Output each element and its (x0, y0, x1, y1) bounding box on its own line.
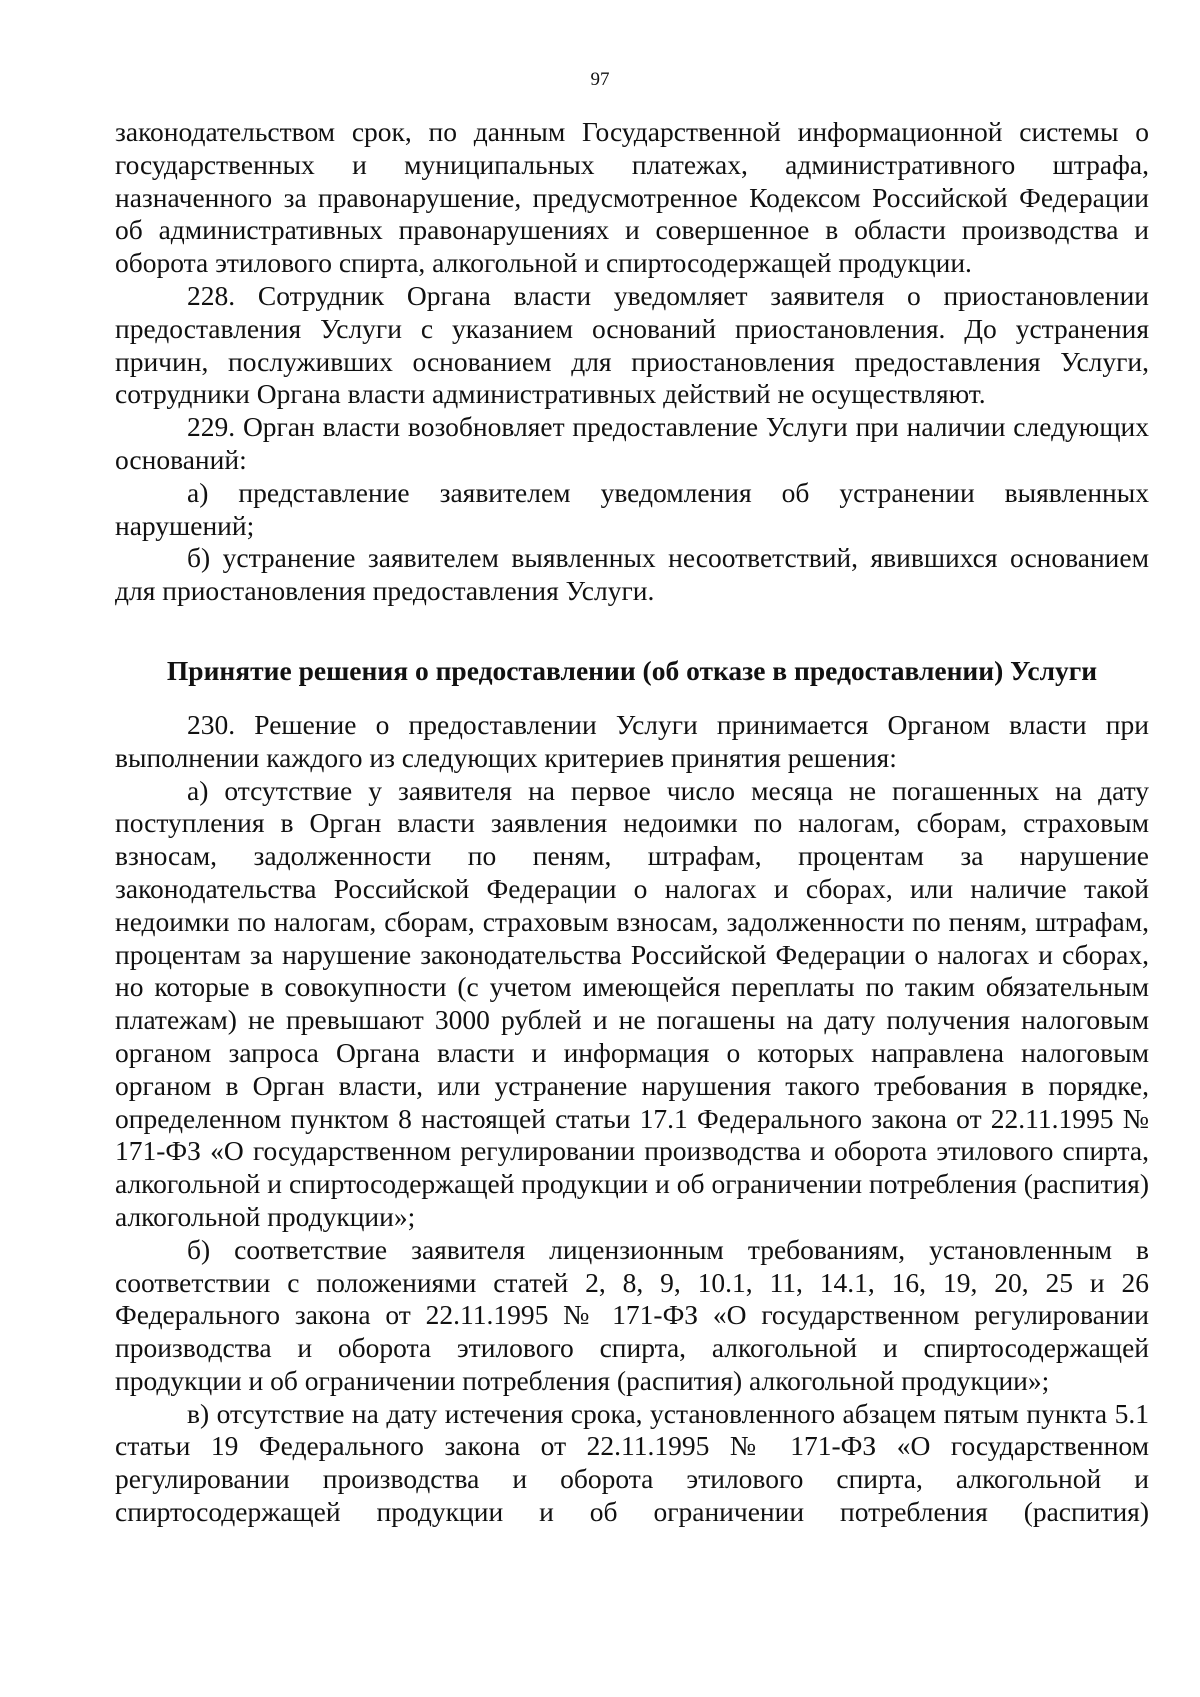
paragraph-230-a: а) отсутствие у заявителя на первое число месяца не погашенных на дату поступления в Орган власти заявления недоимки по налогам, сборам, страховым взносам, задолженности по пеням, штрафам, процентам за нарушение законодательства Российской Федерации о налогах и сборах, или наличие такой недоимки по налогам, сборам, страховым взносам, задолженности по пеням, штрафам, процентам за нарушение законодательства Российской Федерации о налогах и сборах, но которые в совокупности (с учетом имеющейся переплаты по таким обязательным платежам) не превышают 3000 рублей и не погашены на дату получения налоговым органом запроса Органа власти и информация о которых направлена налоговым органом в Орган власти, или устранение нарушения такого требования в порядке, определенном пунктом 8 настоящей статьи 17.1 Федерального закона от 22.11.1995 № 171-ФЗ «О государственном регулировании производства и оборота этилового спирта, алкогольной и спиртосодержащей продукции и об ограничении потребления (распития) алкогольной продукции»; (115, 774, 1149, 1232)
document-body (115, 116, 1149, 1529)
paragraph-intro-continuation: законодательством срок, по данным Государственной информационной системы о государственных и муниципальных платежах, административного штрафа, назначенного за правонарушение, предусмотренное Кодексом Российской Федерации об административных правонарушениях и совершенное в области производства и оборота этилового спирта, алкогольной и спиртосодержащей продукции. (115, 116, 1149, 279)
paragraph-230-b: б) соответствие заявителя лицензионным требованиям, установленным в соответствии с положениями статей 2, 8, 9, 10.1, 11, 14.1, 16, 19, 20, 25 и 26 Федерального закона от 22.11.1995 № 171-ФЗ «О государственном регулировании производства и оборота этилового спирта, алкогольной и спиртосодержащей продукции и об ограничении потребления (распития) алкогольной продукции»; (115, 1233, 1149, 1396)
paragraph-228: 228. Сотрудник Органа власти уведомляет заявителя о приостановлении предоставления Услуги с указанием оснований приостановления. До устранения причин, послуживших основанием для приостановления предоставления Услуги, сотрудники Органа власти административных действий не осуществляют. (115, 279, 1149, 410)
paragraph-229-b: б) устранение заявителем выявленных несоответствий, явившихся основанием для приостановления предоставления Услуги. (115, 542, 1149, 607)
paragraph-229-a: а) представление заявителем уведомления об устранении выявленных нарушений; (115, 476, 1149, 541)
paragraph-230-v: в) отсутствие на дату истечения срока, установленного абзацем пятым пункта 5.1 статьи 19 Федерального закона от 22.11.1995 № 171-ФЗ «О государственном регулировании производства и оборота этилового спирта, алкогольной и спиртосодержащей продукции и об ограничении потребления (распития) (115, 1397, 1149, 1528)
paragraph-229: 229. Орган власти возобновляет предоставление Услуги при наличии следующих оснований: (115, 411, 1149, 475)
section-heading: Принятие решения о предоставлении (об отказе в предоставлении) Услуги (166, 654, 1098, 686)
paragraph-230: 230. Решение о предоставлении Услуги принимается Органом власти при выполнении каждого из следующих критериев принятия решения: (115, 708, 1149, 773)
page-number: 97 (590, 69, 610, 90)
